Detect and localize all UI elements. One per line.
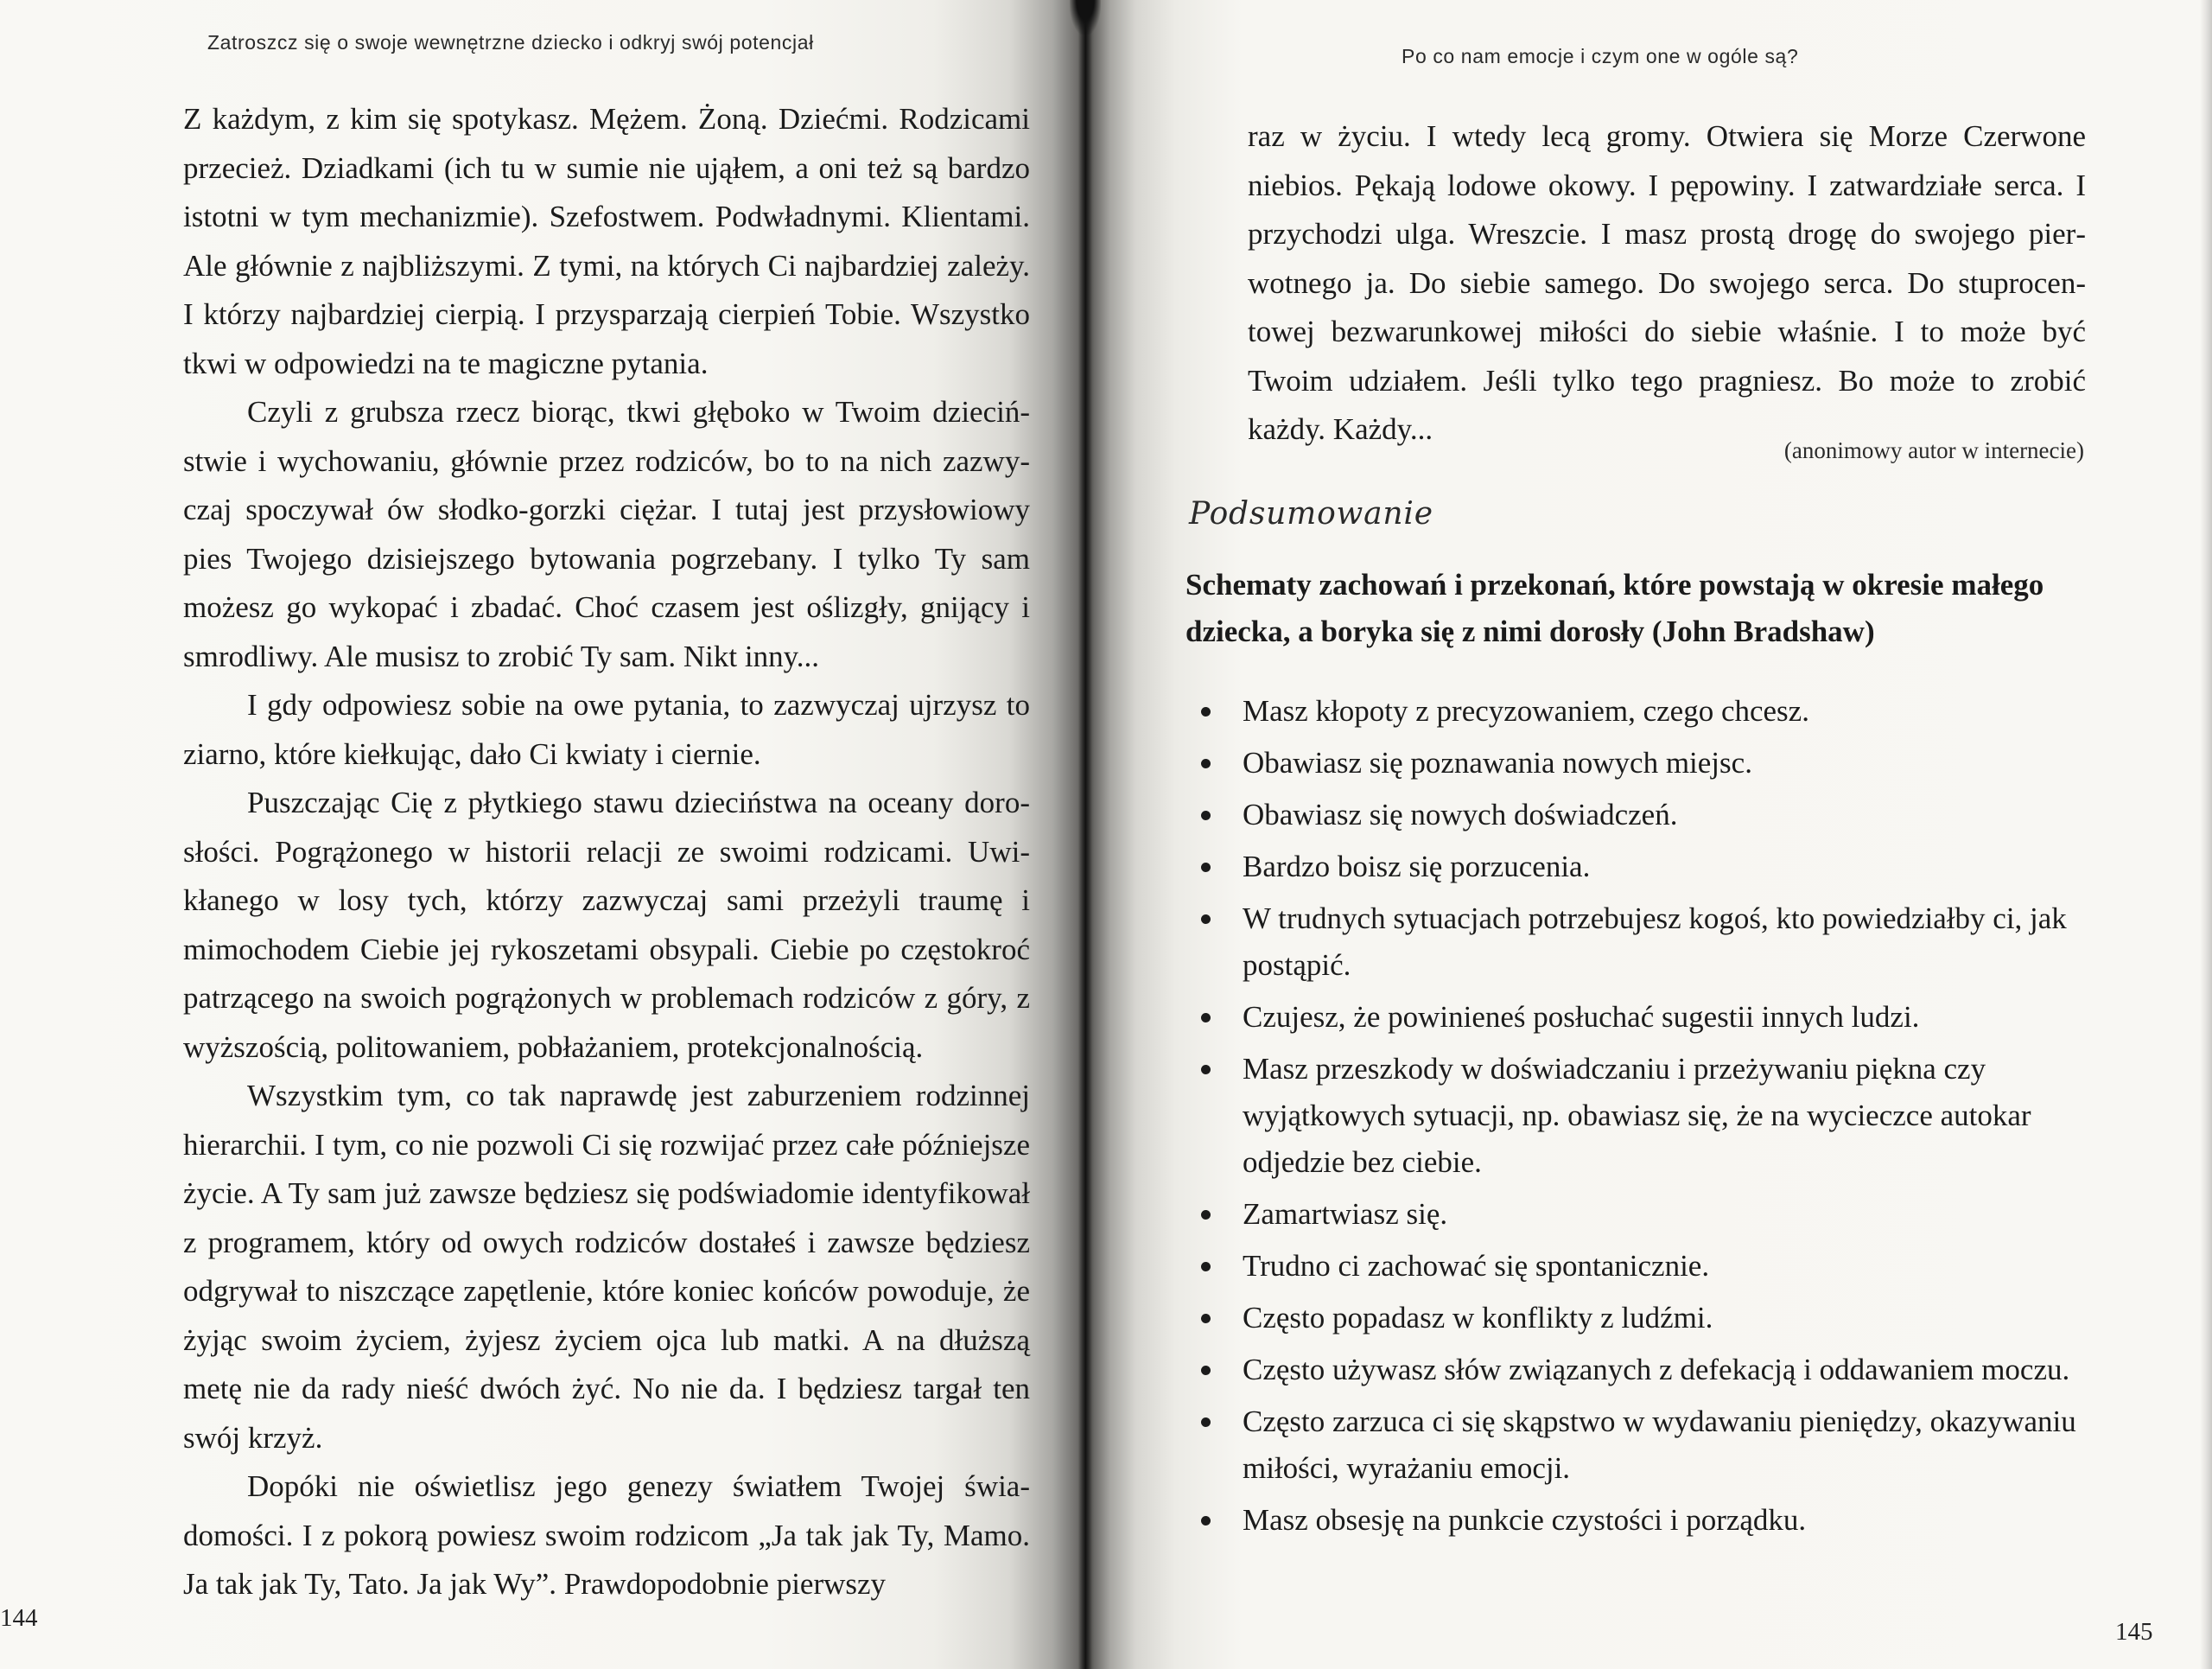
right-paragraph-1: raz w życiu. I wtedy lecą gromy. Otwiera się Morze Czerwone niebios. Pękają lodowe okowy. I pępowiny. I zatwardziałe serca. I przychodzi ulga. Wreszcie. I masz prostą drogę do swojego pierwotnego ja. Do siebie samego. Do swojego serca. Do stuprocentowej bezwarunkowej miłości do siebie właśnie. I to może być Twoim udziałem. Jeśli tylko tego pragniesz. Bo może to zrobić każdy. Każdy... <box>1248 119 2086 446</box>
list-item-text: Czujesz, że powinieneś posłuchać sugestii innych ludzi. <box>1243 1000 1920 1034</box>
list-item-text: Masz przeszkody w doświadczaniu i przeżywaniu piękna czy wyjątkowych sytuacji, np. obawiasz się, że na wycieczce autokar odjedzie bez ciebie. <box>1243 1052 2031 1179</box>
bullet-dot-icon <box>1201 1065 1211 1074</box>
left-page-number: 144 <box>0 1604 38 1632</box>
left-body-text <box>183 95 1030 1609</box>
right-page-number: 145 <box>2115 1618 2153 1646</box>
list-item <box>1199 740 2089 787</box>
list-item-text: Obawiasz się poznawania nowych miejsc. <box>1243 746 1752 780</box>
list-item <box>1199 1295 2089 1341</box>
list-item <box>1199 844 2089 890</box>
bullet-dot-icon <box>1201 1262 1211 1271</box>
right-page-edge <box>2200 0 2212 1669</box>
bullet-dot-icon <box>1201 707 1211 717</box>
right-running-head: Po co nam emocje i czym one w ogóle są? <box>1402 45 1799 67</box>
list-item-text: Bardzo boisz się porzucenia. <box>1243 850 1591 883</box>
list-item-text: Obawiasz się nowych doświadczeń. <box>1243 798 1678 831</box>
list-item <box>1199 1347 2089 1393</box>
left-paragraph-3: I gdy odpowiesz sobie na owe pytania, to zazwyczaj ujrzysz to ziarno, które kiełkując, dało Ci kwiaty i ciernie. <box>183 688 1030 771</box>
left-paragraph-2: Czyli z grubsza rzecz biorąc, tkwi głęboko w Twoim dzieciństwie i wychowaniu, głównie przez rodziców, bo to na nich zazwyczaj spoczywał ów słodko-gorzki ciężar. I tutaj jest przysłowiowy pies Twojego dzisiejszego bytowania pogrzebany. I tylko Ty sam możesz go wykopać i zbadać. Choć czasem jest oślizgły, gnijący i smrodliwy. Ale musisz to zrobić Ty sam. Nikt inny... <box>183 395 1030 673</box>
bullet-dot-icon <box>1201 1366 1211 1375</box>
list-item-text: Często popadasz w konflikty z ludźmi. <box>1243 1301 1713 1335</box>
list-item <box>1199 792 2089 838</box>
bullet-dot-icon <box>1201 914 1211 924</box>
list-item-text: W trudnych sytuacjach potrzebujesz kogoś, kto powiedziałby ci, jak postąpić. <box>1243 901 2067 982</box>
list-item <box>1199 1046 2089 1186</box>
section-heading: Schematy zachowań i przekonań, które powstają w okresie małego dziecka, a boryka się z nimi dorosły (John Bradshaw) <box>1185 568 2044 648</box>
book-spine-shadow <box>1078 0 1092 1669</box>
left-paragraph-1: Z każdym, z kim się spotykasz. Mężem. Żoną. Dziećmi. Rodzicami przecież. Dziadkami (ich tu w sumie nie ująłem, a oni też są bardzo istotni w tym mechanizmie). Szefostwem. Podwładnymi. Klientami. Ale głównie z najbliższymi. Z tymi, na których Ci najbardziej zależy. I którzy najbardziej cierpią. I przysparzają cierpień Tobie. Wszystko tkwi w odpowiedzi na te magiczne pytania. <box>183 102 1030 380</box>
bullet-dot-icon <box>1201 1314 1211 1323</box>
bullet-dot-icon <box>1201 1516 1211 1526</box>
list-item-text: Często zarzuca ci się skąpstwo w wydawaniu pieniędzy, okazywaniu miłości, wyrażaniu emocji. <box>1243 1405 2076 1485</box>
right-body-text <box>1248 112 2086 455</box>
list-item-text: Masz kłopoty z precyzowaniem, czego chcesz. <box>1243 694 1809 728</box>
quote-attribution: (anonimowy autor w internecie) <box>1783 437 2084 463</box>
left-paragraph-4: Puszczając Cię z płytkiego stawu dzieciństwa na oceany dorosłości. Pogrążonego w historii relacji ze swoimi rodzicami. Uwikłanego w losy tych, którzy zazwyczaj sami przeżyli traumę i mimochodem Ciebie jej rykoszetami obsypali. Ciebie po częstokroć patrzącego na swoich pogrążonych w problemach rodziców z góry, z wyższością, politowaniem, pobłażaniem, protekcjonalnością. <box>183 786 1030 1064</box>
list-item <box>1199 1243 2089 1290</box>
left-paragraph-6: Dopóki nie oświetlisz jego genezy światłem Twojej świadomości. I z pokorą powiesz swoim rodzicom „Ja tak jak Ty, Mamo. Ja tak jak Ty, Tato. Ja jak Wy”. Prawdopodobnie pierwszy <box>183 1469 1030 1601</box>
book-spine-top <box>1070 0 1101 35</box>
left-page <box>0 0 1085 1669</box>
list-item-text: Masz obsesję na punkcie czystości i porządku. <box>1243 1503 1807 1537</box>
bullet-dot-icon <box>1201 1417 1211 1427</box>
bullet-dot-icon <box>1201 1013 1211 1022</box>
list-item <box>1199 1497 2089 1544</box>
left-running-head: Zatroszcz się o swoje wewnętrzne dziecko i odkryj swój potencjał <box>207 31 814 54</box>
bullet-dot-icon <box>1201 863 1211 872</box>
bullet-list <box>1199 688 2089 1549</box>
list-item <box>1199 1398 2089 1492</box>
left-paragraph-5: Wszystkim tym, co tak naprawdę jest zaburzeniem rodzinnej hierarchii. I tym, co nie pozwoli Ci się rozwijać przez całe późniejsze życie. A Ty sam już zawsze będziesz się podświadomie identyfikował z programem, który od owych rodziców dostałeś i zawsze będziesz odgrywał to niszczące zapętlenie, które koniec końców powoduje, że żyjąc swoim życiem, żyjesz życiem ojca lub matki. A na dłuższą metę nie da rady nieść dwóch żyć. No nie da. I będziesz targał ten swój krzyż. <box>183 1079 1030 1455</box>
list-item-text: Często używasz słów związanych z defekacją i oddawaniem moczu. <box>1243 1353 2070 1386</box>
section-title: Podsumowanie <box>1189 496 1433 532</box>
list-item-text: Trudno ci zachować się spontanicznie. <box>1243 1249 1710 1283</box>
list-item <box>1199 1191 2089 1238</box>
list-item <box>1199 895 2089 989</box>
list-item <box>1199 994 2089 1041</box>
bullet-dot-icon <box>1201 759 1211 768</box>
list-item-text: Zamartwiasz się. <box>1243 1197 1448 1231</box>
list-item <box>1199 688 2089 735</box>
bullet-dot-icon <box>1201 1210 1211 1220</box>
bullet-dot-icon <box>1201 811 1211 820</box>
